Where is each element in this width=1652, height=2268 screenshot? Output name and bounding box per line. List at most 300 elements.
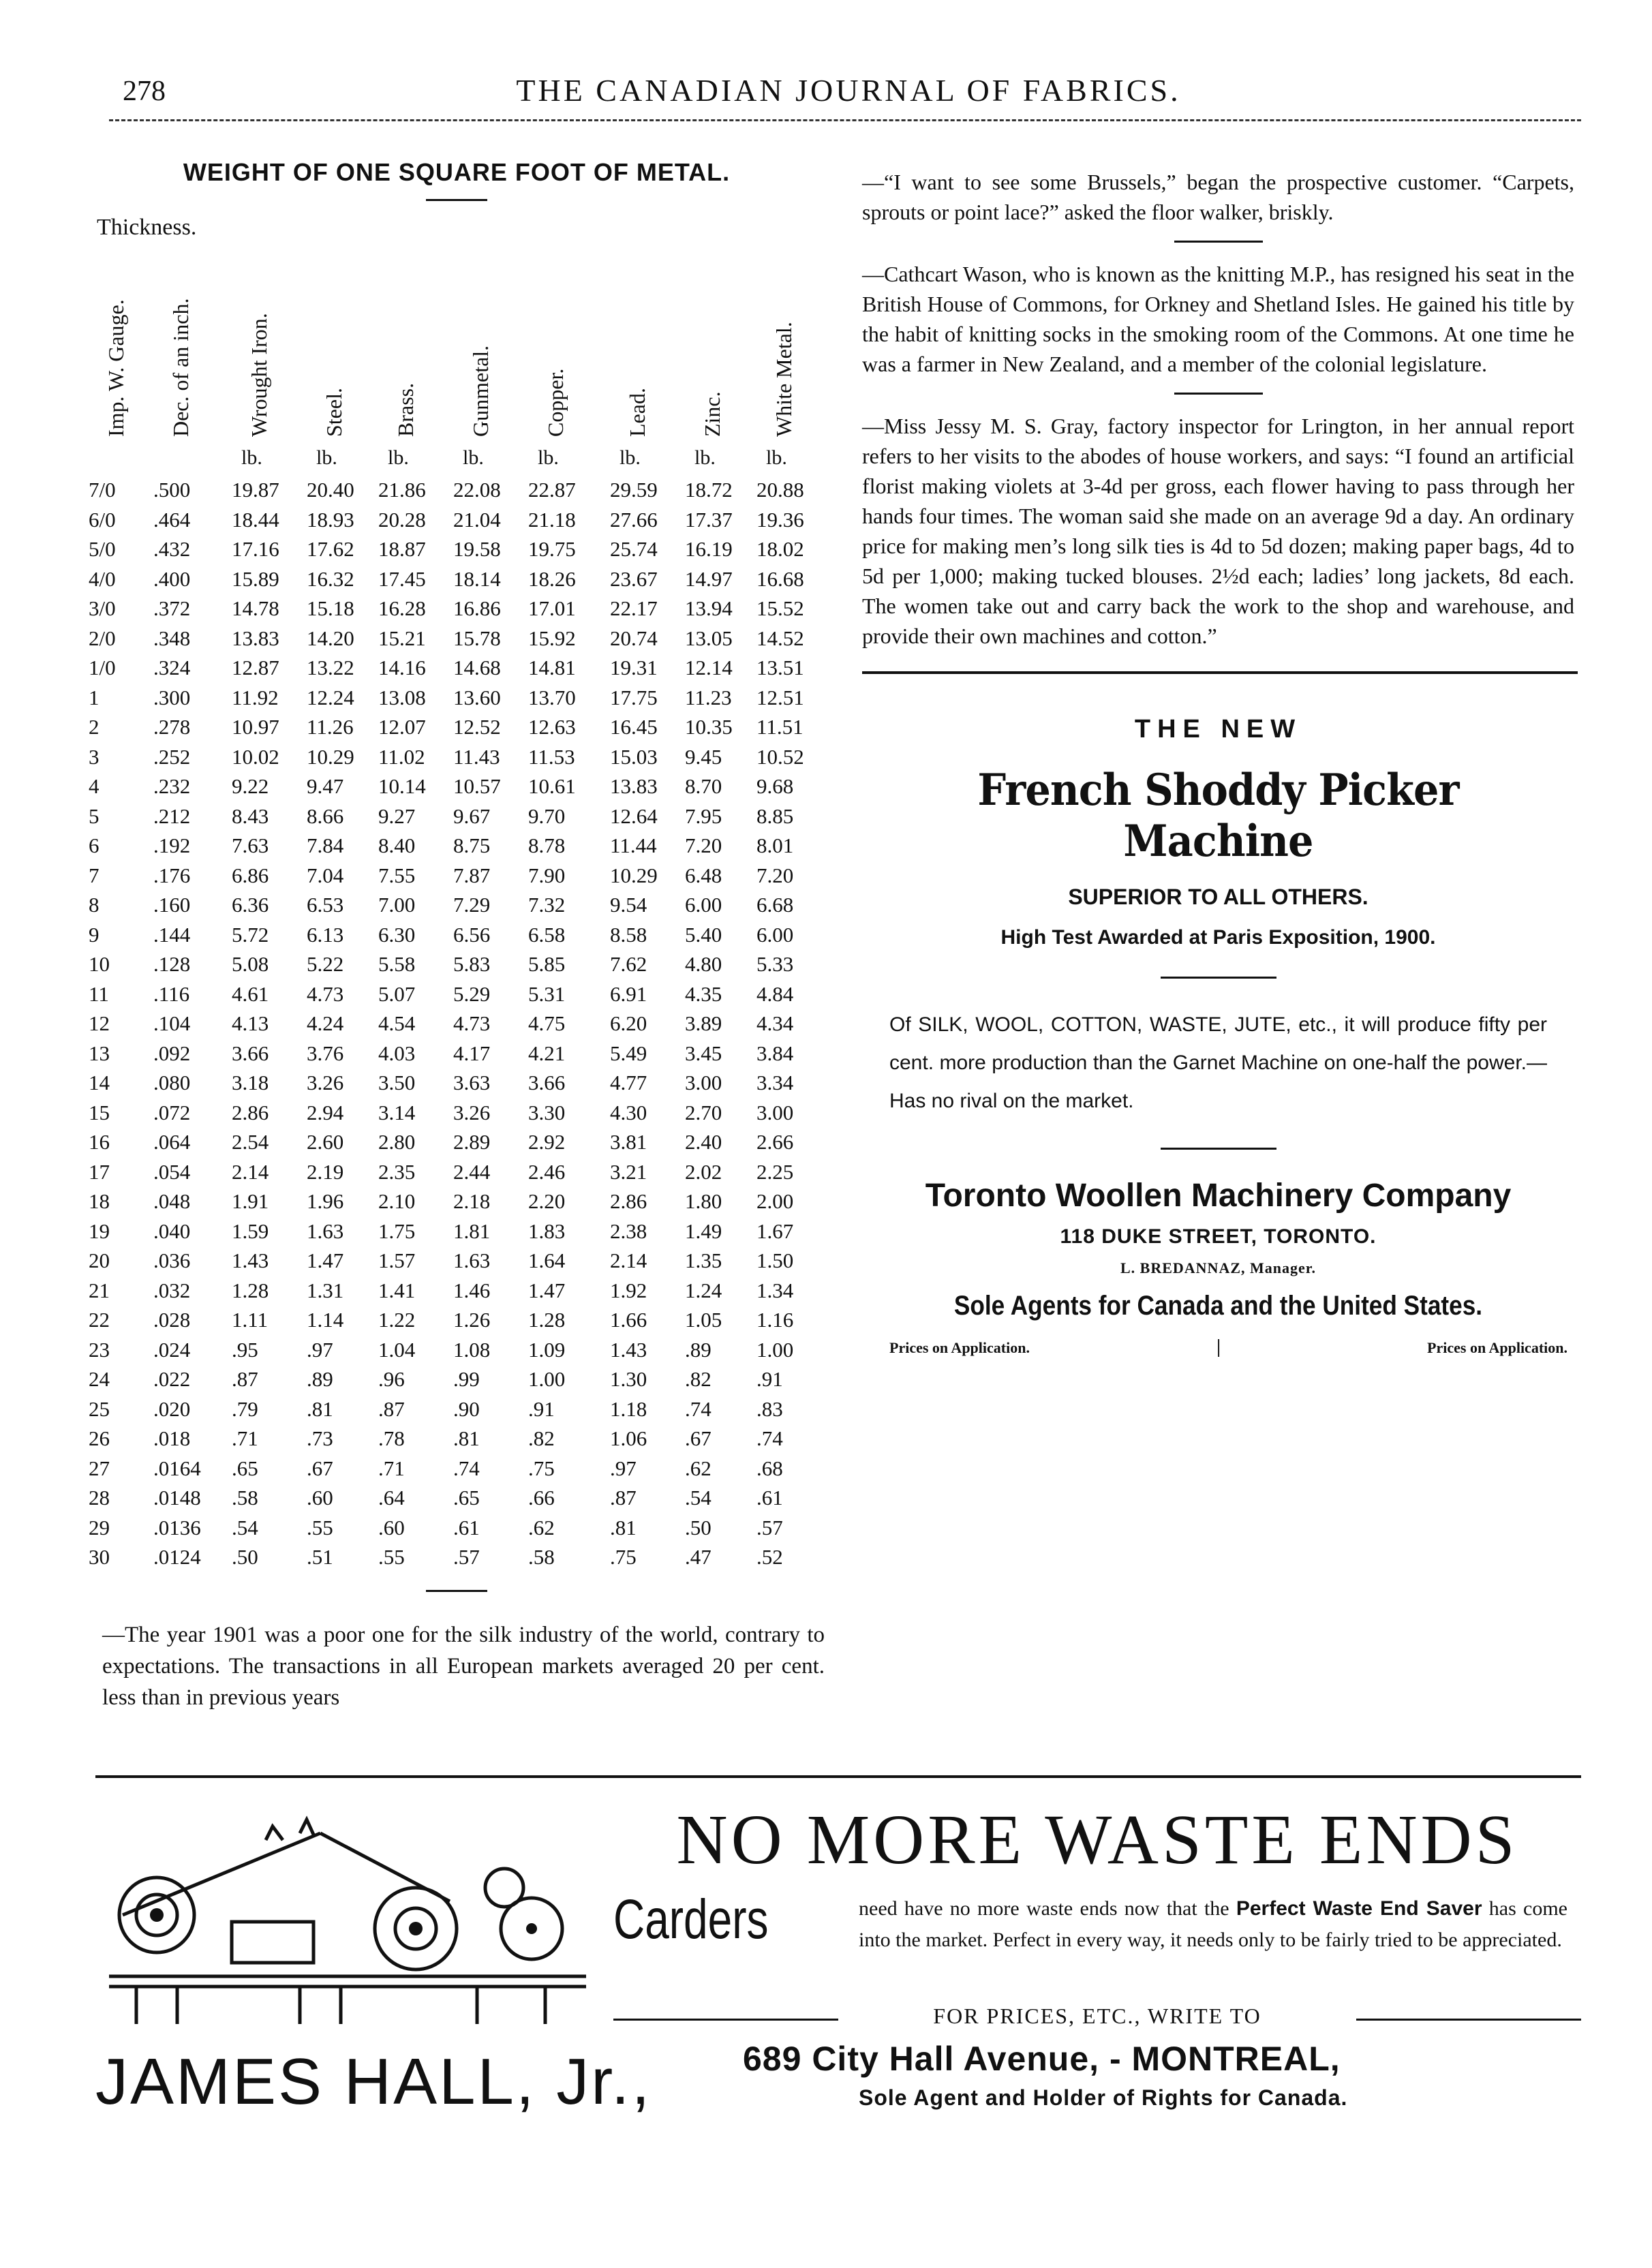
table-cell: .022 [153,1367,191,1391]
column-header [538,253,579,437]
column-header [241,253,282,437]
table-cell: .144 [153,922,191,947]
table-cell: .74 [756,1426,783,1450]
table-cell: 6.20 [610,1011,647,1035]
table-cell: 1.26 [453,1308,491,1332]
table-cell: 1.24 [685,1278,722,1302]
table-row [89,1278,825,1308]
table-row [89,1160,825,1190]
table-cell: 15.52 [756,596,804,620]
table-cell: 8.01 [756,833,794,857]
table-cell: .74 [453,1456,480,1480]
table-cell: 12.07 [378,715,426,739]
table-cell: 22.17 [610,596,658,620]
table-cell: 8.70 [685,774,722,798]
table-cell: .75 [528,1456,555,1480]
column-header [98,253,139,437]
table-cell: .67 [307,1456,333,1480]
ad-body: Of SILK, WOOL, COTTON, WASTE, JUTE, etc., it will produce fifty per cent. more production than the Garnet Machine on one-half the power.—Has no rival on the market. [889,1013,1547,1112]
prices-separator: | [1217,1336,1221,1358]
table-cell: 4.73 [453,1011,491,1035]
table-cell: 15 [89,1100,110,1124]
table-cell: .99 [453,1367,480,1391]
table-cell: 17.62 [307,537,354,561]
table-cell: 11.53 [528,744,575,769]
table-cell: 6.91 [610,981,647,1006]
table-cell: 18.87 [378,537,426,561]
table-cell: 21 [89,1278,110,1302]
unit-label: lb. [241,446,262,469]
unit-label: lb. [538,446,559,469]
table-row [89,745,825,775]
table-cell: 6/0 [89,507,116,532]
table-cell: 17.75 [610,685,658,709]
advertiser-sole-agent: Sole Agent and Holder of Rights for Canada. [859,2085,1348,2110]
table-cell: 2.86 [610,1189,647,1213]
table-cell: 1.00 [528,1367,566,1391]
table-cell: 1.04 [378,1337,416,1362]
table-cell: 1.47 [307,1248,344,1272]
table-cell: 5.31 [528,981,566,1006]
table-cell: 9.22 [232,774,269,798]
table-cell: 19.75 [528,537,576,561]
table-cell: 8.85 [756,803,794,828]
table-cell: 2.10 [378,1189,416,1213]
table-cell: 1.22 [378,1308,416,1332]
carders-heading: Carders [613,1888,769,1950]
table-cell: .092 [153,1041,191,1065]
table-cell: 1.28 [232,1278,269,1302]
ad-the-new: THE NEW [1134,715,1302,744]
table-cell: 1.63 [453,1248,491,1272]
table-cell: .75 [610,1545,637,1569]
table-cell: 1.59 [232,1219,269,1243]
table-cell: 15.03 [610,744,658,769]
table-cell: 11.92 [232,685,279,709]
page-number: 278 [123,76,166,107]
table-cell: 27 [89,1456,110,1480]
unit-label: lb. [316,446,337,469]
table-cell: 19.58 [453,537,501,561]
table-cell: 29.59 [610,478,658,502]
table-cell: 2.00 [756,1189,794,1213]
ad-address: 118 DUKE STREET, TORONTO. [1060,1225,1377,1248]
table-cell: .90 [453,1396,480,1421]
table-cell: 10.97 [232,715,279,739]
table-cell: .95 [232,1337,258,1362]
table-cell: .87 [378,1396,405,1421]
table-cell: 1.05 [685,1308,722,1332]
table-cell: .212 [153,803,191,828]
table-row [89,715,825,745]
table-cell: 7.20 [756,863,794,887]
table-cell: 24 [89,1367,110,1391]
table-cell: .60 [378,1515,405,1539]
table-cell: 2.38 [610,1219,647,1243]
for-prices-label: FOR PRICES, ETC., WRITE TO [923,2004,1270,2028]
table-cell: 1.11 [232,1308,269,1332]
left-column [89,150,825,1713]
column-header [463,253,504,437]
table-cell: .60 [307,1486,333,1510]
table-cell: 5.72 [232,922,269,947]
table-cell: 17.01 [528,596,576,620]
table-cell: 18.44 [232,507,279,532]
table-cell: 1.43 [610,1337,647,1362]
table-cell: 5.49 [610,1041,647,1065]
table-cell: 7.55 [378,863,416,887]
table-cell: 3.76 [307,1041,344,1065]
table-cell: 2.70 [685,1100,722,1124]
table-cell: 5/0 [89,537,116,561]
table-cell: 12.14 [685,656,733,679]
table-cell: 8.40 [378,833,416,857]
table-cell: 17.45 [378,566,426,591]
table-cell: .232 [153,774,191,798]
table-cell: 11 [89,981,109,1006]
table-cell: 23.67 [610,566,658,591]
table-row [89,1456,825,1486]
table-cell: .87 [610,1486,637,1510]
column-header-label: Imp. W. Gauge. [104,299,128,437]
table-cell: 4.21 [528,1041,566,1065]
column-header [316,253,357,437]
table-cell: 1.41 [378,1278,416,1302]
table-row [89,1101,825,1131]
table-cell: .50 [685,1515,712,1539]
table-cell: 20.88 [756,478,804,502]
table-cell: .0148 [153,1486,201,1510]
table-cell: 5.58 [378,952,416,976]
table-cell: 10.61 [528,774,576,798]
table-row [89,1308,825,1338]
table-cell: 18.93 [307,507,354,532]
table-row [89,1545,825,1575]
table-cell: 21.86 [378,478,426,502]
ad-title: French Shoddy Picker Machine [977,765,1459,867]
table-cell: 20 [89,1248,110,1272]
table-cell: 10.57 [453,774,501,798]
table-cell: 5.40 [685,922,722,947]
table-cell: .65 [453,1486,480,1510]
title-rule [426,199,487,201]
table-cell: 4.34 [756,1011,794,1035]
waste-ends-headline: NO MORE WASTE ENDS [676,1800,1518,1879]
table-cell: 10.35 [685,715,733,739]
table-cell: 14.68 [453,656,501,679]
table-row [89,596,825,626]
table-cell: .79 [232,1396,258,1421]
table-cell: 1.47 [528,1278,566,1302]
table-cell: 1.50 [756,1248,794,1272]
table-cell: 7/0 [89,478,116,502]
table-cell: .54 [232,1515,258,1539]
table-cell: 3.30 [528,1100,566,1124]
table-cell: 1.35 [685,1248,722,1272]
table-cell: 18.72 [685,478,733,502]
table-cell: .028 [153,1308,191,1332]
table-cell: 3/0 [89,596,116,620]
table-cell: 1.08 [453,1337,491,1362]
table-cell: .97 [610,1456,637,1480]
table-cell: 4.35 [685,981,722,1006]
table-cell: 27.66 [610,507,658,532]
table-cell: 3.81 [610,1130,647,1154]
table-cell: 2.60 [307,1130,344,1154]
table-cell: .348 [153,626,191,650]
table-row [89,626,825,656]
table-cell: 1.14 [307,1308,344,1332]
table-cell: 8.43 [232,803,269,828]
unit-label: lb. [694,446,716,469]
table-cell: 3.84 [756,1041,794,1065]
table-cell: 4.24 [307,1011,344,1035]
shoddy-picker-advert [862,715,1574,1366]
table-cell: 3.50 [378,1071,416,1094]
table-cell: 2.54 [232,1130,269,1154]
table-cell: 9.54 [610,893,647,917]
table-cell: .74 [685,1396,712,1421]
table-row [89,923,825,953]
table-cell: .62 [685,1456,712,1480]
table-cell: 2.66 [756,1130,794,1154]
table-cell: 1.81 [453,1219,491,1243]
table-cell: .58 [232,1486,258,1510]
table-cell: 2.19 [307,1159,344,1184]
table-row [89,982,825,1012]
table-cell: .65 [232,1456,258,1480]
table-cell: 7.63 [232,833,269,857]
table-cell: .66 [528,1486,555,1510]
advertiser-address: 689 City Hall Avenue, - MONTREAL, [743,2040,1341,2078]
table-cell: 4.17 [453,1041,491,1065]
for-prices-line [613,2004,1581,2031]
table-cell: 13.22 [307,656,354,679]
table-cell: 2.80 [378,1130,416,1154]
metal-weight-table [89,246,825,1575]
table-cell: .372 [153,596,191,620]
table-row [89,686,825,716]
table-cell: .54 [685,1486,712,1510]
table-cell: 1.66 [610,1308,647,1332]
table-cell: 1.34 [756,1278,794,1302]
table-cell: .89 [307,1367,333,1391]
table-cell: 1.63 [307,1219,344,1243]
table-cell: .032 [153,1278,191,1302]
table-cell: 5.33 [756,952,794,976]
table-row [89,656,825,686]
table-cell: 4.84 [756,981,794,1006]
table-cell: 1.46 [453,1278,491,1302]
table-cell: 14.52 [756,626,804,650]
table-cell: 2.86 [232,1100,269,1124]
table-cell: .300 [153,685,191,709]
table-cell: 13.51 [756,656,804,679]
column-header [694,253,735,437]
column-header [388,253,429,437]
table-cell: 20.74 [610,626,658,650]
table-cell: 3.14 [378,1100,416,1124]
table-cell: 2.20 [528,1189,566,1213]
table-row [89,804,825,834]
table-cell: 13.08 [378,685,426,709]
table-cell: 14 [89,1071,110,1094]
table-cell: 14.97 [685,566,733,591]
table-cell: 11.43 [453,744,500,769]
table-cell: 2.14 [610,1248,647,1272]
thickness-label: Thickness. [97,215,197,240]
table-cell: 9.47 [307,774,344,798]
table-cell: 14.78 [232,596,279,620]
table-cell: 1.43 [232,1248,269,1272]
table-cell: 6.30 [378,922,416,947]
table-cell: .67 [685,1426,712,1450]
table-cell: .176 [153,863,191,887]
table-cell: 14.81 [528,656,576,679]
ad-prices [862,1336,1574,1366]
paragraph-rule [1174,393,1263,395]
table-cell: .018 [153,1426,191,1450]
table-title: WEIGHT OF ONE SQUARE FOOT OF METAL. [183,158,731,186]
table-cell: 15.89 [232,566,279,591]
table-cell: .83 [756,1396,783,1421]
table-cell: 2.35 [378,1159,416,1184]
table-cell: 22.08 [453,478,501,502]
product-name: Perfect Waste End Saver [1236,1897,1482,1920]
table-cell: .87 [232,1367,258,1391]
table-cell: 21.18 [528,507,576,532]
table-row [89,1219,825,1249]
table-cell: 8.66 [307,803,344,828]
table-cell: .080 [153,1071,191,1094]
table-cell: 6 [89,833,100,857]
table-row [89,1248,825,1278]
table-cell: 12 [89,1011,110,1035]
table-cell: 2 [89,715,100,739]
table-cell: 12.51 [756,685,804,709]
table-cell: .68 [756,1456,783,1480]
table-cell: 4.77 [610,1071,647,1094]
table-row [89,1189,825,1219]
table-cell: 14.16 [378,656,426,679]
column-header-label: Wrought Iron. [247,313,271,437]
table-cell: 15.92 [528,626,576,650]
table-cell: 1.91 [232,1189,269,1213]
table-cell: 3.21 [610,1159,647,1184]
table-cell: 16.28 [378,596,426,620]
table-cell: 8.78 [528,833,566,857]
table-cell: 6.86 [232,863,269,887]
table-cell: 4.75 [528,1011,566,1035]
advertiser-name: JAMES HALL, Jr., [95,2045,652,2118]
table-cell: 3 [89,744,100,769]
table-cell: 2.44 [453,1159,491,1184]
column-header-label: Lead. [625,388,649,437]
table-cell: 26 [89,1426,110,1450]
table-cell: .55 [378,1545,405,1569]
table-cell: 9.45 [685,744,722,769]
ad-sole-agents: Sole Agents for Canada and the United States. [953,1291,1483,1321]
table-cell: 11.44 [610,833,657,857]
table-row [89,1338,825,1368]
table-cell: .0136 [153,1515,201,1539]
table-cell: 19 [89,1219,110,1243]
table-cell: 1.16 [756,1308,794,1332]
column-header-label: Brass. [393,382,418,437]
column-header-label: Zinc. [700,391,724,437]
table-cell: 3.66 [232,1041,269,1065]
table-cell: 11.02 [378,744,425,769]
table-cell: 18.14 [453,566,501,591]
table-cell: .82 [528,1426,555,1450]
table-cell: 6.53 [307,893,344,917]
table-cell: 19.36 [756,507,804,532]
table-cell: 2/0 [89,626,116,650]
table-cell: 3.45 [685,1041,722,1065]
table-cell: .89 [685,1337,712,1362]
table-end-rule [426,1590,487,1592]
journal-title: THE CANADIAN JOURNAL OF FABRICS. [516,73,1181,108]
unit-label: lb. [766,446,787,469]
table-cell: 9.68 [756,774,794,798]
table-cell: 4/0 [89,566,116,591]
table-cell: 1.96 [307,1189,344,1213]
table-cell: 3.26 [307,1071,344,1094]
table-cell: 1.18 [610,1396,647,1421]
table-cell: 14.20 [307,626,354,650]
table-cell: .81 [610,1515,637,1539]
table-cell: 6.58 [528,922,566,947]
table-cell: .57 [756,1515,783,1539]
table-cell: 10.29 [610,863,658,887]
table-cell: 7 [89,863,100,887]
table-cell: .040 [153,1219,191,1243]
table-row [89,1516,825,1546]
table-cell: 19.87 [232,478,279,502]
table-cell: 3.63 [453,1071,491,1094]
table-cell: 3.00 [685,1071,722,1094]
table-cell: 2.40 [685,1130,722,1154]
table-cell: 23 [89,1337,110,1362]
table-cell: 17.37 [685,507,733,532]
table-cell: 15.78 [453,626,501,650]
table-cell: 4.80 [685,952,722,976]
table-cell: 1 [89,685,100,709]
rule-right [1356,2019,1581,2021]
table-cell: .96 [378,1367,405,1391]
column-header [620,253,660,437]
table-cell: .82 [685,1367,712,1391]
table-cell: 7.95 [685,803,722,828]
table-cell: 3.34 [756,1071,794,1094]
table-cell: 28 [89,1486,110,1510]
table-cell: 8 [89,893,100,917]
table-row [89,1071,825,1101]
table-cell: 3.89 [685,1011,722,1035]
table-cell: 6.00 [685,893,722,917]
table-cell: .78 [378,1426,405,1450]
table-cell: .064 [153,1130,191,1154]
bottom-advert-rule [95,1775,1581,1778]
table-cell: 7.84 [307,833,344,857]
column-header-label: White Metal. [771,322,796,437]
table-cell: 12.52 [453,715,501,739]
table-cell: .52 [756,1545,783,1569]
advert-top-rule [862,671,1578,674]
table-cell: 2.14 [232,1159,269,1184]
table-cell: .61 [453,1515,480,1539]
table-cell: .81 [307,1396,333,1421]
